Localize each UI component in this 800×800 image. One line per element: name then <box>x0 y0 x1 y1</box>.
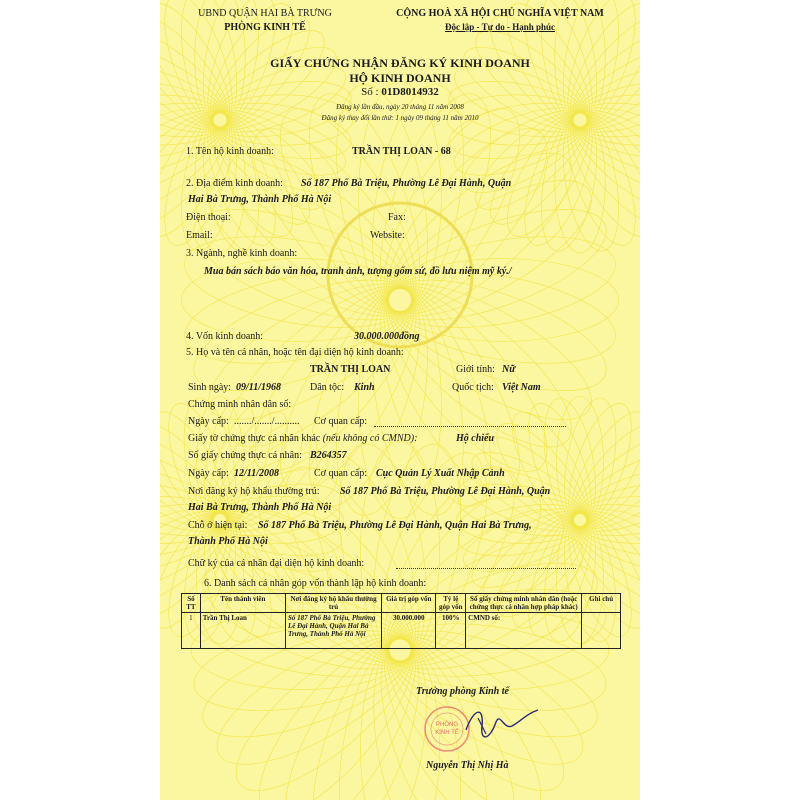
pattern-loop <box>235 464 437 683</box>
pattern-loop <box>511 105 606 254</box>
table-header-row <box>182 594 621 613</box>
pattern-loop <box>456 496 594 584</box>
other-doc-label: Giấy tờ chứng thực cá nhân khác (nếu không có CMND): <box>188 433 418 444</box>
phone-label: Điện thoại: <box>186 212 231 223</box>
change-registration: Đăng ký thay đổi lần thứ: 1 ngày 09 tháng 11 năm 2010 <box>321 114 479 122</box>
capital-label: 4. Vốn kinh doanh: <box>186 331 264 342</box>
current-address-value-1: Số 187 Phố Bà Triệu, Phường Lê Đại Hành, Quận Hai Bà Trưng, <box>258 520 532 531</box>
doc-issuer-label: Cơ quan cấp: <box>314 468 368 479</box>
document-title: GIẤY CHỨNG NHẬN ĐĂNG KÝ KINH DOANH <box>270 56 530 70</box>
website-label: Website: <box>370 230 405 241</box>
pattern-loop <box>359 289 442 519</box>
signature-blank-line <box>396 568 576 569</box>
gender-value: Nữ <box>502 364 516 375</box>
document-subtitle: HỘ KINH DOANH <box>349 71 451 85</box>
svg-text:PHÒNG: PHÒNG <box>435 722 459 728</box>
permanent-address-value-1: Số 187 Phố Bà Triệu, Phường Lê Đại Hành, Quận <box>340 486 551 497</box>
col-header-contribution: Giá trị góp vốn <box>382 594 436 613</box>
national-motto: Độc lập - Tự do - Hạnh phúc <box>444 22 555 32</box>
doc-date-label: Ngày cấp: <box>188 468 229 479</box>
svg-text:KINH TẾ: KINH TẾ <box>435 730 459 736</box>
representative-name: TRẦN THỊ LOAN <box>310 364 391 375</box>
pattern-loop <box>357 275 516 519</box>
issuer-department: PHÒNG KINH TẾ <box>224 22 306 33</box>
business-lines-label: 3. Ngành, nghề kinh doanh: <box>186 248 298 259</box>
cell-id-doc: CMND số: <box>466 613 582 649</box>
representative-signature-label: Chữ ký của cá nhân đại diện hộ kinh doanh: <box>188 558 365 569</box>
doc-date-value: 12/11/2008 <box>234 468 280 479</box>
dob-label: Sinh ngày: <box>188 382 232 393</box>
business-address-label: 2. Địa điểm kinh doanh: <box>186 178 283 189</box>
col-header-ratio: Tỷ lệ góp vốn <box>436 594 466 613</box>
issue-date-label: Ngày cấp: <box>188 416 229 427</box>
current-address-value-2: Thành Phố Hà Nội <box>188 536 268 547</box>
current-address-label: Chỗ ở hiện tại: <box>188 520 248 531</box>
cell-residence: Số 187 Phố Bà Triệu, Phường Lê Đại Hành, Quận Hai Bà Trưng, Thành Phố Hà Nội <box>285 613 381 649</box>
pattern-loop <box>181 186 425 342</box>
ethnicity-label: Dân tộc: <box>310 382 345 393</box>
pattern-loop <box>516 396 604 534</box>
col-header-id-doc: Số giấy chứng minh nhân dân (hoặc chứng thực cá nhân hợp pháp khác) <box>466 594 582 613</box>
pattern-loop <box>286 275 442 519</box>
cell-ratio: 100% <box>436 613 466 649</box>
business-name-label: 1. Tên hộ kinh doanh: <box>186 146 274 157</box>
doc-number-label: Số giấy chứng thực cá nhân: <box>188 450 302 461</box>
gender-label: Giới tính: <box>456 364 495 375</box>
cell-no: 1 <box>182 613 201 649</box>
business-lines-value: Mua bán sách báo văn hóa, tranh ảnh, tượng gốm sứ, đồ lưu niệm mỹ ký./ <box>204 266 512 277</box>
pattern-loop <box>557 397 604 527</box>
representative-label: 5. Họ và tên cá nhân, hoặc tên đại diện hộ kinh doanh: <box>186 347 404 358</box>
doc-issuer-value: Cục Quản Lý Xuất Nhập Cảnh <box>376 468 505 479</box>
table-row <box>182 613 621 649</box>
cell-contribution: 30.000.000 <box>382 613 436 649</box>
signer-title: Trưởng phòng Kinh tế <box>416 686 509 697</box>
permanent-address-value-2: Hai Bà Trưng, Thành Phố Hà Nội <box>188 502 332 513</box>
col-header-member: Tên thành viên <box>200 594 285 613</box>
pattern-loop <box>375 186 619 342</box>
issuer-blank-line <box>374 426 566 427</box>
dob-value: 09/11/1968 <box>236 382 282 393</box>
issuer-label: Cơ quan cấp: <box>314 416 368 427</box>
col-header-note: Ghi chú <box>582 594 621 613</box>
capital-value: 30.000.000đồng <box>354 331 420 342</box>
cell-member: Trần Thị Loan <box>200 613 285 649</box>
cell-note <box>582 613 621 649</box>
pattern-loop <box>381 221 622 342</box>
fax-label: Fax: <box>388 212 406 223</box>
nationality-value: Việt Nam <box>502 382 541 393</box>
handwritten-signature-image <box>460 700 540 750</box>
business-address-value-1: Số 187 Phố Bà Triệu, Phường Lê Đại Hành, Quận <box>301 178 512 189</box>
national-title: CỘNG HOÀ XÃ HỘI CHỦ NGHĨA VIỆT NAM <box>396 8 604 19</box>
col-header-no: Số TT <box>182 594 201 613</box>
contributors-table <box>181 593 621 649</box>
signer-name: Nguyễn Thị Nhị Hà <box>426 760 509 771</box>
email-label: Email: <box>186 230 213 241</box>
permanent-address-label: Nơi đăng ký hộ khẩu thường trú: <box>188 486 320 497</box>
issue-date-value: ......./......./.......... <box>234 416 300 427</box>
business-name-value: TRẦN THỊ LOAN - 68 <box>352 146 451 157</box>
ethnicity-value: Kinh <box>354 382 375 393</box>
nationality-label: Quốc tịch: <box>452 382 494 393</box>
document-number: Số : 01D8014932 <box>361 86 439 98</box>
pattern-loop <box>363 464 565 683</box>
first-registration: Đăng ký lần đầu, ngày 20 tháng 11 năm 2008 <box>336 103 464 111</box>
col-header-residence: Nơi đăng ký hộ khẩu thường trú <box>285 594 381 613</box>
issuer-agency: UBND QUẬN HAI BÀ TRƯNG <box>198 8 332 19</box>
id-card-label: Chứng minh nhân dân số: <box>188 399 292 410</box>
certificate-paper <box>160 0 640 800</box>
doc-number-value: B264357 <box>310 450 347 461</box>
contributors-label: 6. Danh sách cá nhân góp vốn thành lập hộ kinh doanh: <box>204 578 427 589</box>
other-doc-value: Hộ chiếu <box>456 433 495 444</box>
business-address-value-2: Hai Bà Trưng, Thành Phố Hà Nội <box>188 194 332 205</box>
